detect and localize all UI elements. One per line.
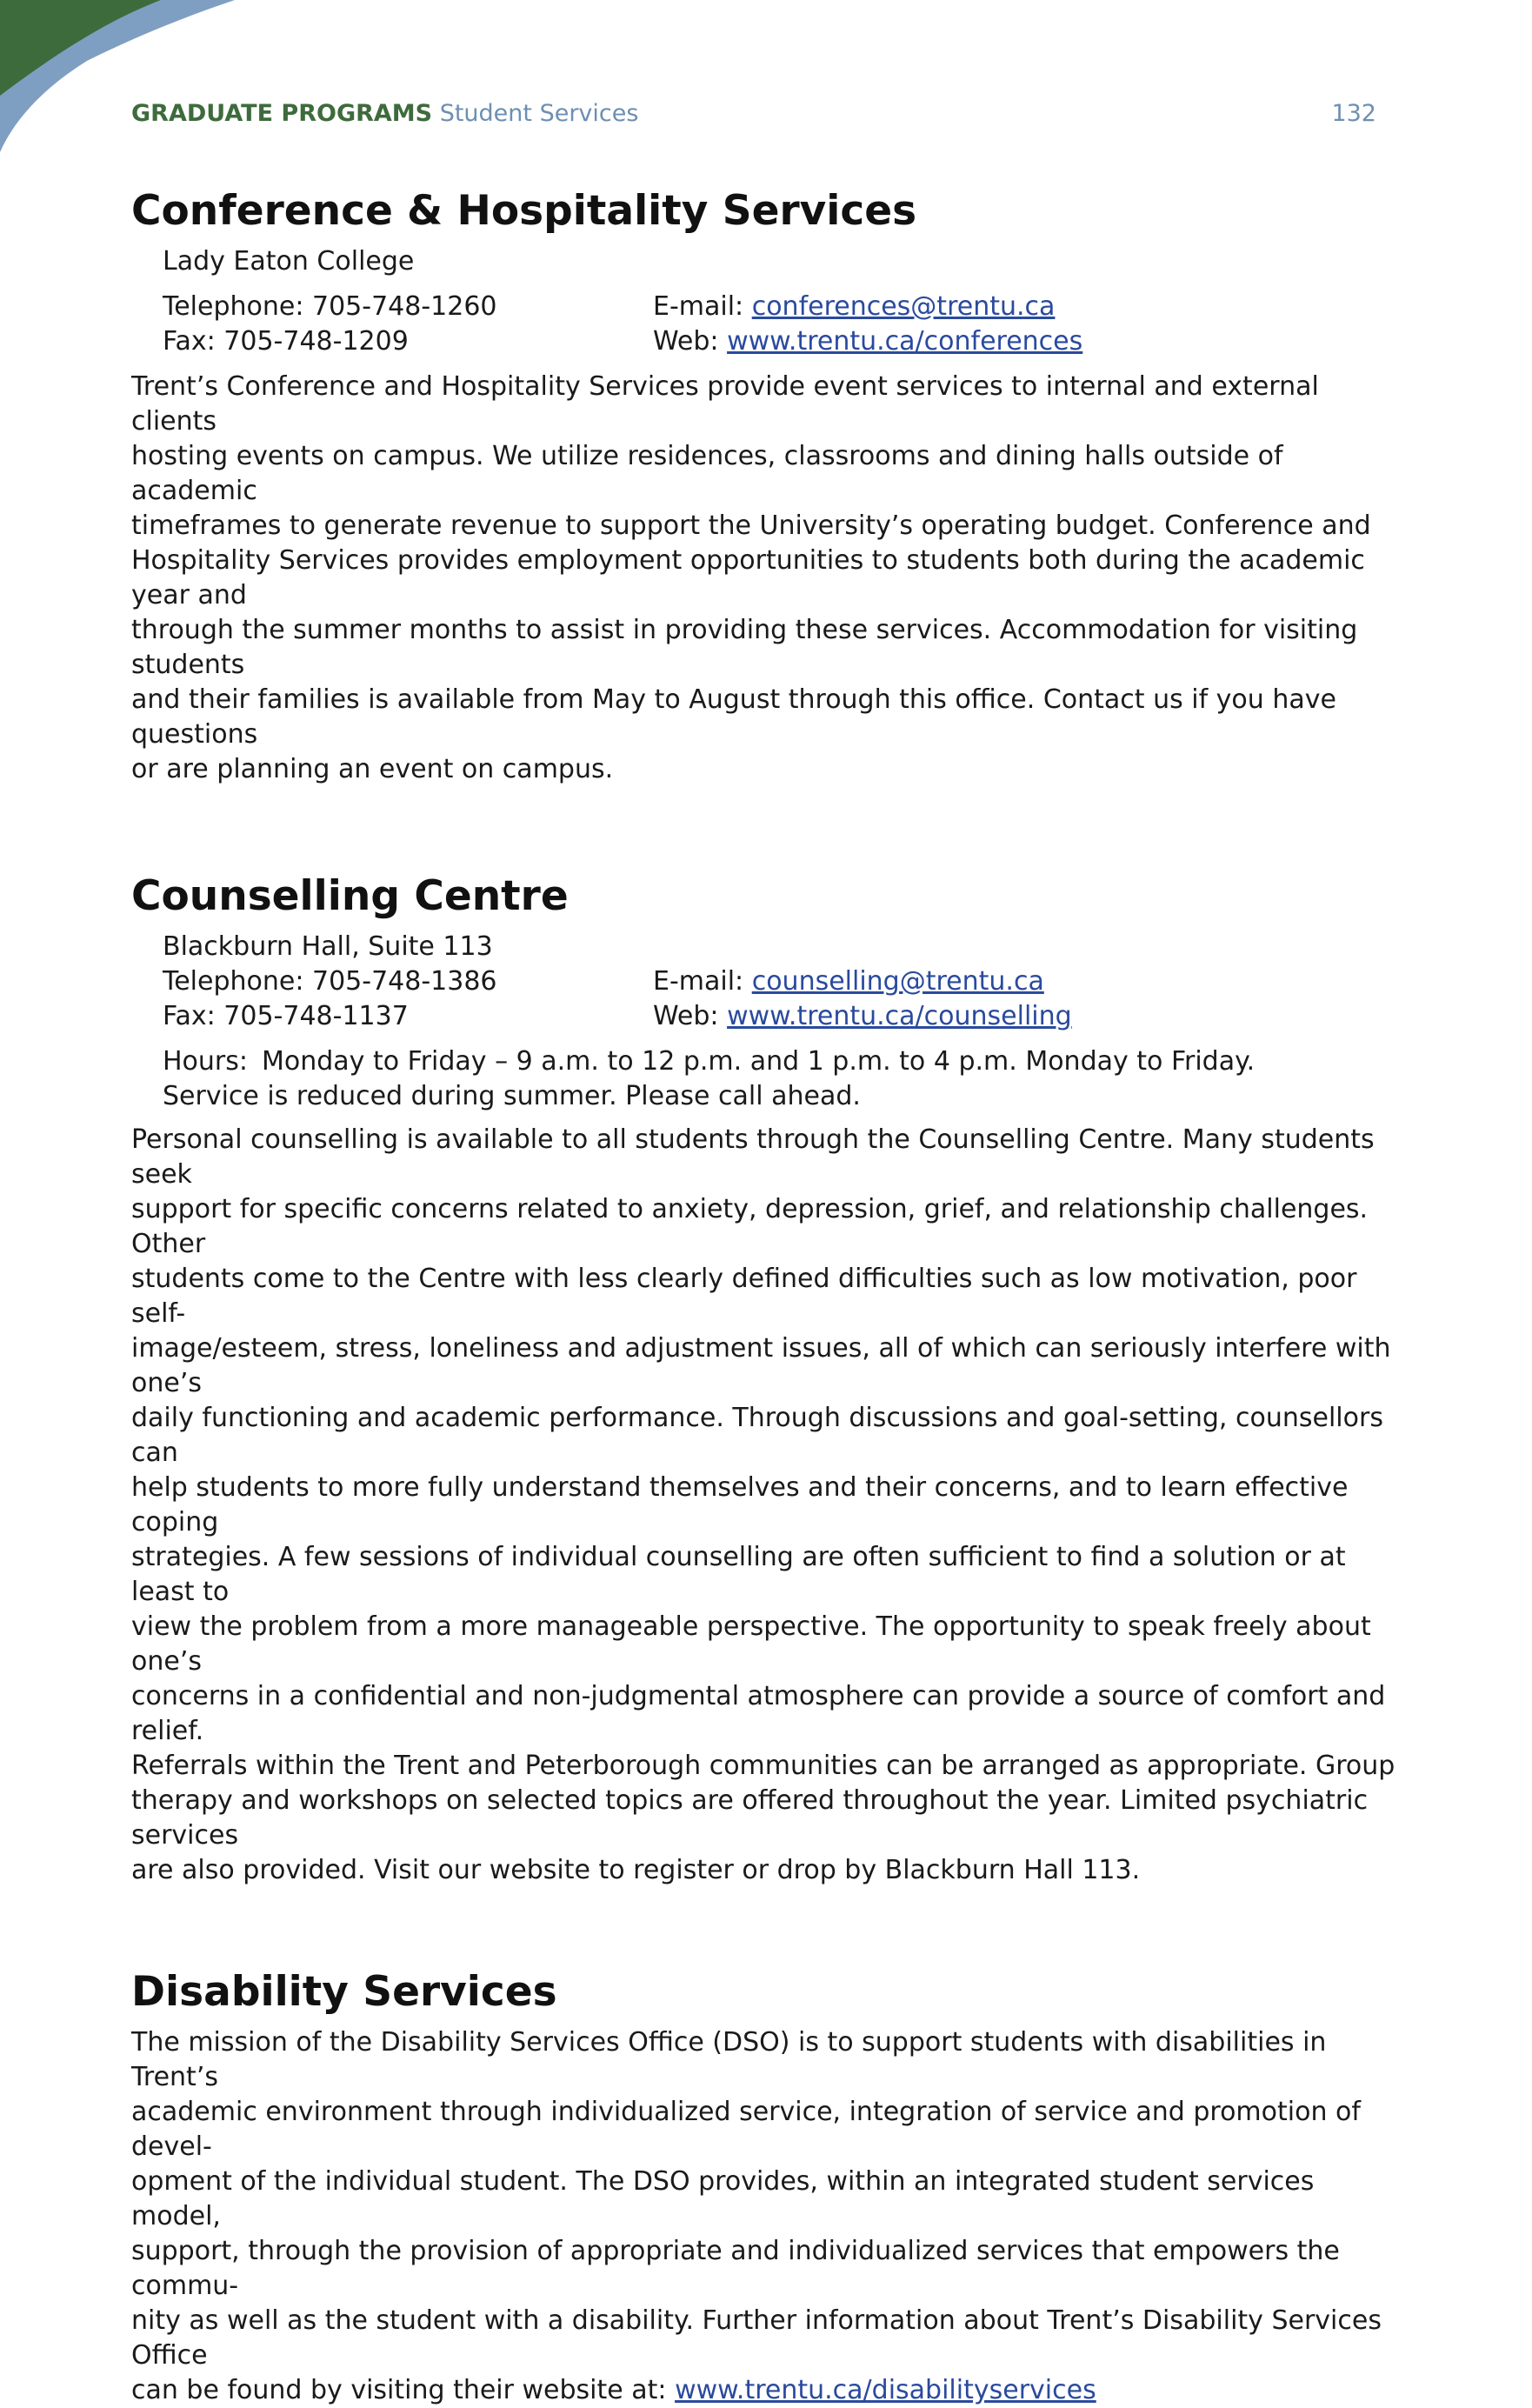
header-program: GRADUATE PROGRAMS <box>131 100 433 127</box>
web-link[interactable]: www.trentu.ca/conferences <box>727 326 1083 357</box>
web-link[interactable]: www.trentu.ca/counselling <box>727 1001 1072 1031</box>
corner-decoration <box>0 0 261 165</box>
contact-row <box>163 324 1402 359</box>
contact-row <box>163 290 1402 324</box>
web-link[interactable]: www.trentu.ca/disabilityservices <box>675 2375 1096 2405</box>
contact-block <box>163 244 1402 359</box>
telephone: Telephone: 705-748-1386 <box>163 966 497 997</box>
section-title: Counselling Centre <box>131 872 569 920</box>
contact-row <box>163 999 1402 1034</box>
email-link[interactable]: counselling@trentu.ca <box>751 966 1044 997</box>
section-body: Trent’s Conference and Hospitality Services provide event services to internal and external clients hosting events on campus. We utilize residences, classrooms and dining halls outside of academic timeframes to generate revenue to support the University’s operating budget. Conference and Hospitality Services provides employment opportunities to students both during the academic year and through the summer months to assist in providing these services. Accommodation for visiting students and their families is available from May to August through this office. Contact us if you have questions or are planning an event on campus. <box>131 371 1371 784</box>
section-title: Conference & Hospitality Services <box>131 187 917 235</box>
location: Lady Eaton College <box>163 246 415 277</box>
email-link[interactable]: conferences@trentu.ca <box>751 291 1056 322</box>
page-header <box>131 98 1376 130</box>
section-body: The mission of the Disability Services Office (DSO) is to support students with disabilities in Trent’s academic environment through individualized service, integration of service and promotion of devel- opment of the individual student. The DSO provides, within an integrated student services model, support, through the provision of appropriate and individualized services that empowers the commu- nity as well as the student with a disability. Further information about Trent’s Disability Services Office can be found by visiting their website at: www.trentu.ca/disabilityservices <box>131 2027 1382 2405</box>
email-field: E-mail: conferences@trentu.ca <box>653 291 1056 322</box>
section-title: Disability Services <box>131 1968 557 2016</box>
hours-days: Monday to Friday – 9 a.m. to 12 p.m. and 1 p.m. to 4 p.m. Monday to Friday. <box>262 1046 1256 1077</box>
web-field: Web: www.trentu.ca/counselling <box>653 1001 1072 1031</box>
disability-section <box>131 1966 1402 2408</box>
hours-note: Service is reduced during summer. Please call ahead. <box>163 1081 861 1111</box>
contact-row <box>163 964 1402 999</box>
fax: Fax: 705-748-1137 <box>163 1001 409 1031</box>
contact-block <box>163 930 1402 1114</box>
counselling-section <box>131 870 1402 1888</box>
email-field: E-mail: counselling@trentu.ca <box>653 966 1044 997</box>
hours-row <box>163 1044 1402 1079</box>
hours-label: Hours: <box>163 1046 248 1077</box>
telephone: Telephone: 705-748-1260 <box>163 291 497 322</box>
page-number: 132 <box>1331 100 1376 127</box>
conference-section <box>131 185 1402 787</box>
section-body: Personal counselling is available to all students through the Counselling Centre. Many students seek support for specific concerns related to anxiety, depression, grief, and relationship challenges. Other students come to the Centre with less clearly defined difficulties such as low motivation, poor self- image/esteem, stress, loneliness and adjustment issues, all of which can seriously interfere with one’s daily functioning and academic performance. Through discussions and goal-setting, counsellors can help students to more fully understand themselves and their concerns, and to learn effective coping strategies. A few sessions of individual counselling are often sufficient to find a solution or at least to view the problem from a more manageable perspective. The opportunity to speak freely about one’s concerns in a confidential and non-judgmental atmosphere can provide a source of comfort and relief. Referrals within the Trent and Peterborough communities can be arranged as appropriate. Group therapy and workshops on selected topics are offered throughout the year. Limited psychiatric services are also provided. Visit our website to register or drop by Blackburn Hall 113. <box>131 1124 1395 1885</box>
location: Blackburn Hall, Suite 113 <box>163 931 493 962</box>
fax: Fax: 705-748-1209 <box>163 326 409 357</box>
page-content <box>131 185 1402 2408</box>
header-section: Student Services <box>439 100 639 127</box>
web-field: Web: www.trentu.ca/conferences <box>653 326 1083 357</box>
